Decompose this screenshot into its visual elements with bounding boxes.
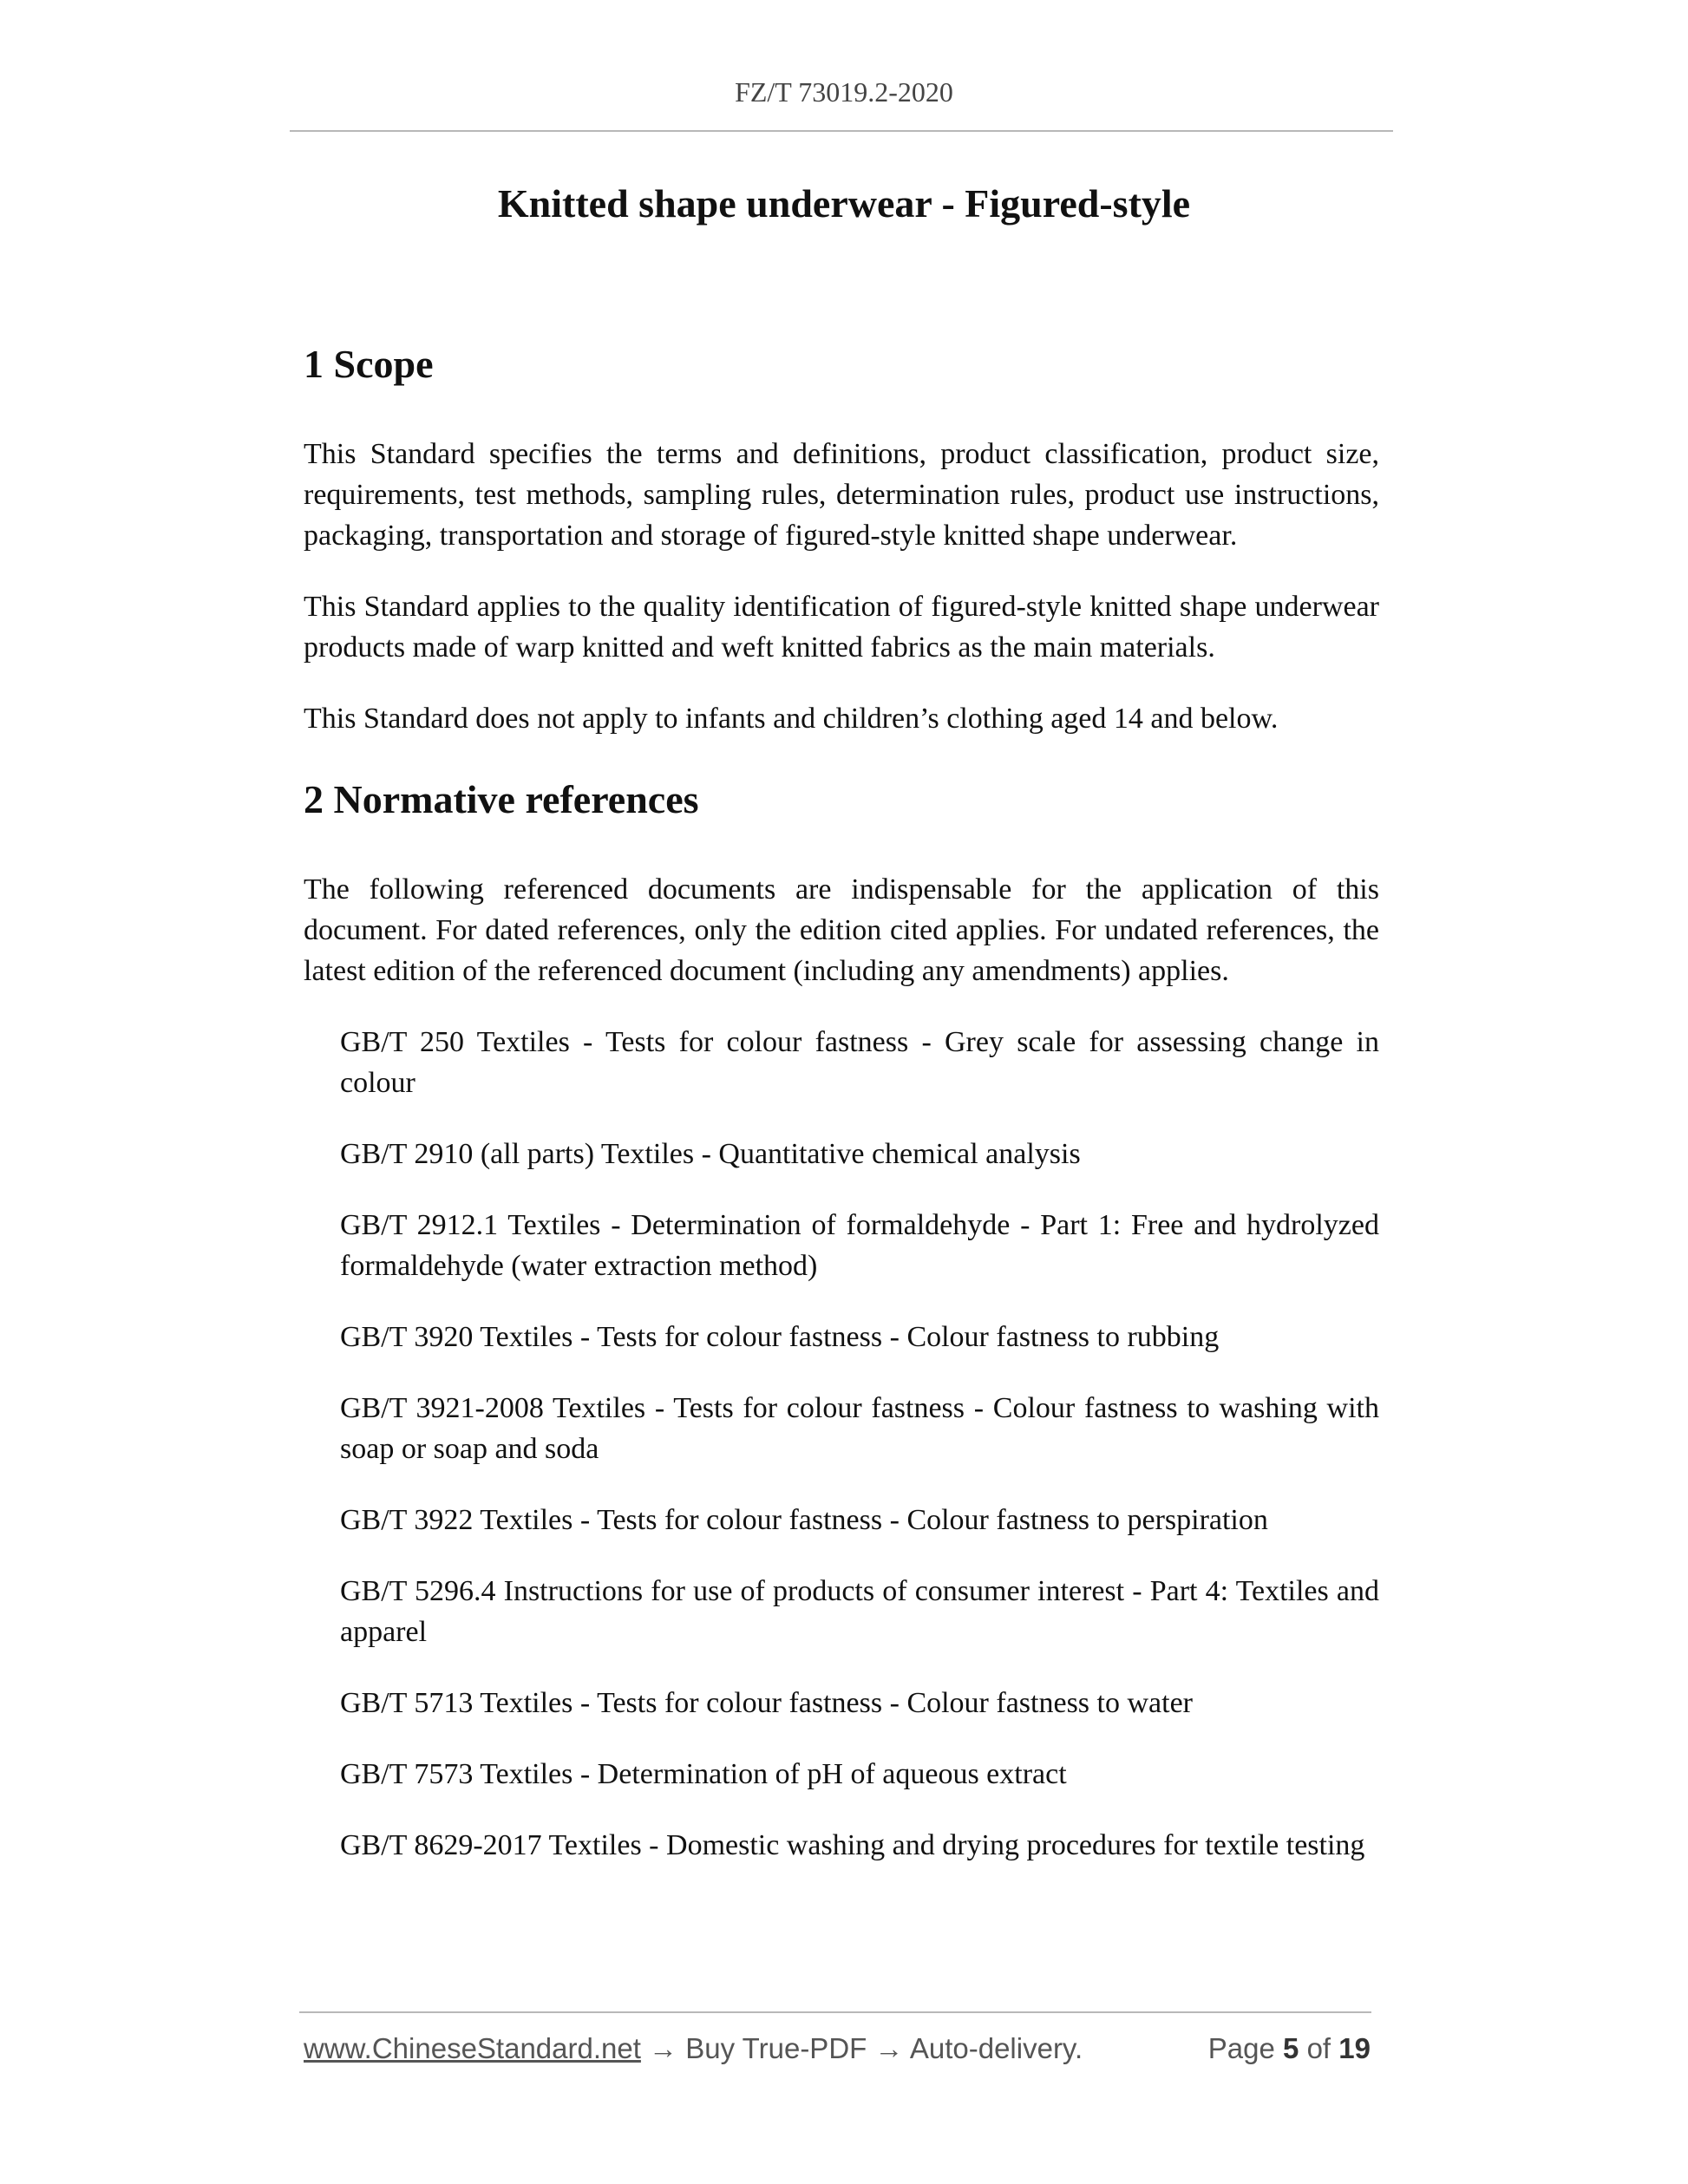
reference-list (304, 1022, 1379, 1866)
page-label: Page (1207, 2032, 1275, 2064)
scope-paragraph: This Standard does not apply to infants and children’s clothing aged 14 and below. (304, 703, 1279, 735)
page-total: 19 (1338, 2032, 1371, 2064)
references-intro-paragraph: The following referenced documents are indispensable for the application of this document. For dated references, only the edition cited applies. For undated references, the latest edition of the referenced document (including any amendments) applies. (304, 873, 1379, 987)
auto-delivery-text: Auto-delivery. (909, 2032, 1083, 2064)
reference-item: GB/T 7573 Textiles - Determination of pH of aqueous extract (340, 1758, 1067, 1790)
reference-item: GB/T 5713 Textiles - Tests for colour fastness - Colour fastness to water (340, 1687, 1193, 1719)
site-link[interactable]: www.ChineseStandard.net (304, 2032, 641, 2064)
reference-item: GB/T 5296.4 Instructions for use of products of consumer interest - Part 4: Textiles and apparel (340, 1575, 1379, 1648)
reference-item: GB/T 3922 Textiles - Tests for colour fastness - Colour fastness to perspiration (340, 1504, 1268, 1536)
reference-item: GB/T 2910 (all parts) Textiles - Quantitative chemical analysis (340, 1138, 1081, 1170)
section-heading-scope: 1 Scope (304, 342, 434, 386)
document-body (304, 338, 1379, 1896)
page-footer (304, 2032, 1371, 2065)
arrow-right-icon: → (649, 2032, 678, 2064)
header-divider (290, 130, 1393, 132)
scope-paragraph: This Standard specifies the terms and definitions, product classification, product size, requirements, test methods, sampling rules, determination rules, product use instructions, packaging, transportation and storage of figured-style knitted shape underwear. (304, 438, 1379, 552)
arrow-right-icon: → (874, 2032, 904, 2064)
page-of-label: of (1306, 2032, 1331, 2064)
reference-item: GB/T 3921-2008 Textiles - Tests for colour fastness - Colour fastness to washing with soap or soap and soda (340, 1392, 1379, 1465)
buy-true-pdf-text: Buy True-PDF (685, 2032, 867, 2064)
page-indicator (1208, 2032, 1371, 2065)
page-current: 5 (1283, 2032, 1299, 2064)
document-title: Knitted shape underwear - Figured-style (497, 181, 1191, 226)
footer-divider (299, 2011, 1371, 2013)
running-header: FZ/T 73019.2-2020 (735, 76, 953, 108)
reference-item: GB/T 3920 Textiles - Tests for colour fastness - Colour fastness to rubbing (340, 1321, 1220, 1353)
reference-item: GB/T 2912.1 Textiles - Determination of formaldehyde - Part 1: Free and hydrolyzed formaldehyde (water extraction method) (340, 1209, 1379, 1282)
reference-item: GB/T 8629-2017 Textiles - Domestic washing and drying procedures for textile testing (340, 1829, 1365, 1861)
section-heading-normative-references: 2 Normative references (304, 777, 699, 821)
reference-item: GB/T 250 Textiles - Tests for colour fastness - Grey scale for assessing change in colour (340, 1026, 1379, 1099)
scope-paragraph: This Standard applies to the quality identification of figured-style knitted shape underwear products made of warp knitted and weft knitted fabrics as the main materials. (304, 591, 1379, 664)
